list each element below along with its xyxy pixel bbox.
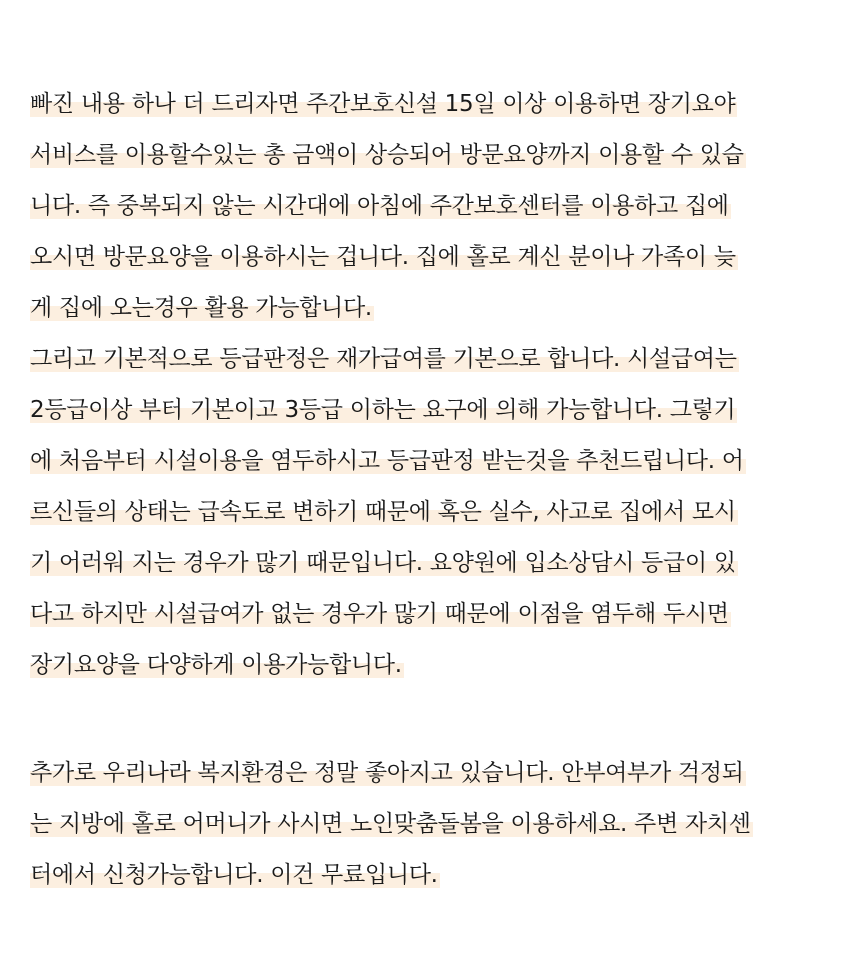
text-line — [30, 182, 830, 233]
highlighted-text: 게 집에 오는경우 활용 가능합니다. — [30, 295, 372, 321]
text-line — [30, 590, 830, 641]
text-line — [30, 641, 830, 692]
text-line — [30, 488, 830, 539]
highlighted-text: 는 지방에 홀로 어머니가 사시면 노인맞춤돌봄을 이용하세요. 주변 자치센 — [30, 811, 751, 837]
text-line — [30, 800, 830, 851]
text-line — [30, 335, 830, 386]
highlighted-text: 빠진 내용 하나 더 드리자면 주간보호신설 15일 이상 이용하면 장기요야 — [30, 91, 736, 117]
text-line — [30, 233, 830, 284]
highlighted-text: 다고 하지만 시설급여가 없는 경우가 많기 때문에 이점을 염두해 두시면 — [30, 601, 729, 627]
highlighted-text: 그리고 기본적으로 등급판정은 재가급여를 기본으로 합니다. 시설급여는 — [30, 346, 737, 372]
text-line — [30, 284, 830, 335]
highlighted-text: 터에서 신청가능합니다. 이건 무료입니다. — [30, 862, 438, 888]
highlighted-text: 장기요양을 다양하게 이용가능합니다. — [30, 652, 402, 678]
highlighted-text: 추가로 우리나라 복지환경은 정말 좋아지고 있습니다. 안부여부가 걱정되 — [30, 760, 744, 786]
highlighted-text: 니다. 즉 중복되지 않는 시간대에 아침에 주간보호센터를 이용하고 집에 — [30, 193, 729, 219]
highlighted-text: 2등급이상 부터 기본이고 3등급 이하는 요구에 의해 가능합니다. 그렇기 — [30, 397, 736, 423]
document-body — [30, 80, 830, 902]
text-line — [30, 437, 830, 488]
text-line — [30, 851, 830, 902]
text-line — [30, 386, 830, 437]
highlighted-text: 서비스를 이용할수있는 총 금액이 상승되어 방문요양까지 이용할 수 있습 — [30, 142, 744, 168]
text-line — [30, 539, 830, 590]
highlighted-text: 에 처음부터 시설이용을 염두하시고 등급판정 받는것을 추천드립니다. 어 — [30, 448, 744, 474]
highlighted-text: 기 어러워 지는 경우가 많기 때문입니다. 요양원에 입소상담시 등급이 있 — [30, 550, 736, 576]
paragraph-3 — [30, 749, 830, 902]
highlighted-text: 르신들의 상태는 급속도로 변하기 때문에 혹은 실수, 사고로 집에서 모시 — [30, 499, 736, 525]
highlighted-text: 오시면 방문요양을 이용하시는 겁니다. 집에 홀로 계신 분이나 가족이 늦 — [30, 244, 736, 270]
paragraph-2 — [30, 335, 830, 692]
text-line — [30, 80, 830, 131]
text-line — [30, 749, 830, 800]
paragraph-spacer — [30, 692, 830, 749]
paragraph-1 — [30, 80, 830, 335]
text-line — [30, 131, 830, 182]
